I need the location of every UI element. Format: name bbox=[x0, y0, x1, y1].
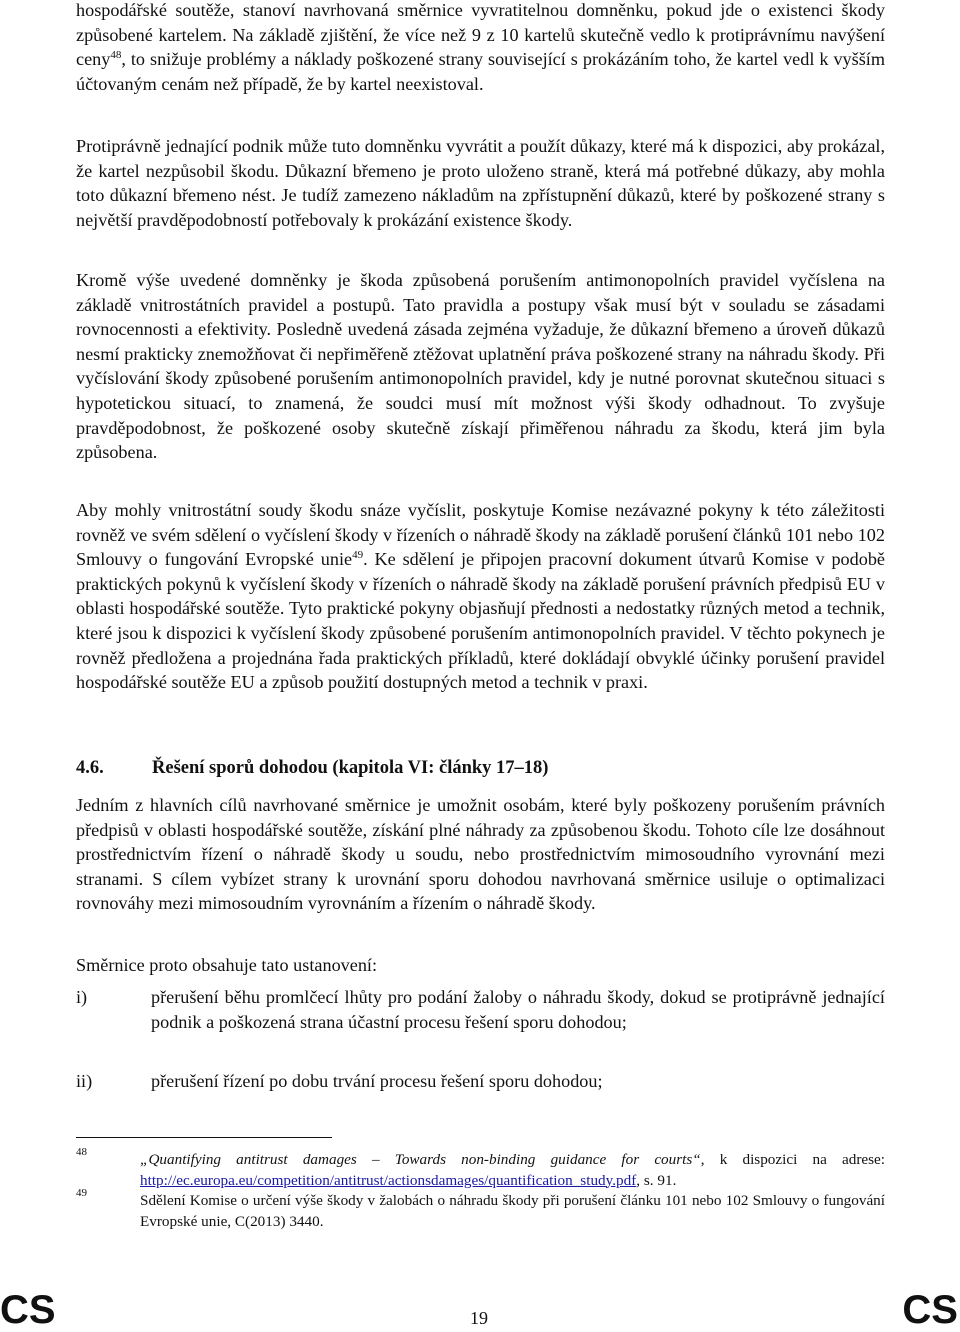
footnote-link[interactable]: http://ec.europa.eu/competition/antitrust/actionsdamages/quantification_study.pdf bbox=[140, 1171, 637, 1189]
list-item-text: přerušení řízení po dobu trvání procesu řešení sporu dohodou; bbox=[151, 1071, 603, 1091]
section-number: 4.6. bbox=[76, 758, 104, 778]
footnote-end: , s. 91. bbox=[636, 1171, 677, 1189]
footnote-separator bbox=[76, 1137, 332, 1138]
footnote-ref-48[interactable]: 48 bbox=[110, 49, 122, 62]
section-heading bbox=[76, 758, 548, 779]
paragraph-text: Aby mohly vnitrostátní soudy škodu snáze vyčíslit, poskytuje Komise nezávazné pokyny k této záležitosti rovněž ve svém sdělení o vyčíslení škody v řízeních o náhradě škody na základě porušení článků 101 nebo 102 Smlouvy o fungování Evropské unie bbox=[76, 500, 885, 570]
list-item bbox=[76, 1069, 885, 1094]
footnote-ref-49[interactable]: 49 bbox=[352, 549, 364, 562]
paragraph-settlement: Jedním z hlavních cílů navrhované směrnice je umožnit osobám, které byly poškozeny porušením právních předpisů v oblasti hospodářské soutěže, získání plné náhrady za způsobenou škodu. Tohoto cíle lze dosáhnout prostřednictvím řízení o náhradě škody u soudu, nebo prostřednictvím mimosoudního vyrovnání mezi stranami. S cílem vybízet strany k urovnání sporu dohodou navrhovaná směrnice usiluje o optimalizaci rovnováhy mezi mimosoudním vyrovnáním a řízením o náhradě škody. bbox=[76, 795, 885, 914]
paragraph-text: , to snižuje problémy a náklady poškozené strany související s prokázáním toho, že kartel vedl k vyšším účtovaným cenám než případě, že by kartel neexistoval. bbox=[76, 49, 885, 94]
footnote-middle: , k dispozici na adrese: bbox=[700, 1151, 885, 1168]
paragraph-guidance bbox=[76, 498, 885, 695]
paragraph-rebuttal: Protiprávně jednající podnik může tuto domněnku vyvrátit a použít důkazy, které má k dispozici, aby prokázal, že kartel nezpůsobil škodu. Důkazní břemeno je proto uloženo straně, která má potřebné důkazy, aby mohla toto důkazní břemeno nést. Je tudíž zamezeno nákladům na zpřístupnění důkazů, které by poškozené strany s největší pravděpodobností potřebovaly k prokázání existence škody. bbox=[76, 136, 885, 230]
page-number: 19 bbox=[470, 1308, 488, 1328]
language-code-right: CS bbox=[902, 1288, 958, 1332]
paragraph-quantification: Kromě výše uvedené domněnky je škoda způsobená porušením antimonopolních pravidel vyčíslena na základě vnitrostátních pravidel a postupů. Tato pravidla a postupy však musí být v souladu se zásadami rovnocennosti a efektivity. Posledně uvedená zásada zejména vyžaduje, že důkazní břemeno a úroveň důkazů nesmí prakticky znemožňovat či nepřiměřeně ztěžovat uplatnění práva poškozené strany na náhradu škody. Při vyčíslování škody způsobené porušením antimonopolních pravidel, kdy je nutné porovnat skutečnou situaci s hypotetickou situací, to znamená, že soudci musí mít možnost výši škody odhadnout. To zvyšuje pravděpodobnost, že poškozené osoby skutečně získají přiměřenou náhradu za škodu, která jim byla způsobena. bbox=[76, 270, 885, 463]
footnote-number: 49 bbox=[76, 1187, 87, 1199]
footnote-text bbox=[140, 1150, 885, 1191]
footnote-48 bbox=[76, 1146, 885, 1191]
list-marker: ii) bbox=[76, 1071, 93, 1091]
list-item-text: přerušení běhu promlčecí lhůty pro podání žaloby o náhradu škody, dokud se protiprávně jednající podnik a poškozená strana účastní procesu řešení sporu dohodou; bbox=[151, 987, 885, 1032]
list-item bbox=[76, 985, 885, 1034]
footnote-49 bbox=[76, 1187, 885, 1232]
section-title: Řešení sporů dohodou (kapitola VI: články 17–18) bbox=[152, 758, 549, 778]
list-intro: Směrnice proto obsahuje tato ustanovení: bbox=[76, 955, 378, 975]
footnote-title: „Quantifying antitrust damages – Towards non-binding guidance for courts“ bbox=[140, 1151, 701, 1168]
paragraph-text: hospodářské soutěže, stanoví navrhovaná směrnice vyvratitelnou domněnku, pokud jde o existenci škody způsobené kartelem. Na základě zjištění, že více než 9 z 10 kartelů skutečně vedlo k protiprávnímu navýšení ceny bbox=[76, 0, 885, 70]
footnote-number: 48 bbox=[76, 1146, 87, 1158]
footnote-text: Sdělení Komise o určení výše škody v žalobách o náhradu škody při porušení článku 101 nebo 102 Smlouvy o fungování Evropské unie, C(2013) 3440. bbox=[140, 1192, 885, 1230]
paragraph-text: . Ke sdělení je připojen pracovní dokument útvarů Komise v podobě praktických pokynů k vyčíslení škody v řízeních o náhradě škody na základě porušení právních předpisů EU v oblasti hospodářské soutěže. Tyto praktické pokyny objasňují přednosti a nedostatky různých metod a technik, které jsou k dispozici k vyčíslení škody způsobené porušením antimonopolních pravidel. V těchto pokynech je rovněž předložena a projednána řada praktických příkladů, které dokládají obvyklé účinky porušení pravidel hospodářské soutěže EU a způsob použití dostupných metod a technik v praxi. bbox=[76, 549, 885, 693]
language-code-left: CS bbox=[0, 1288, 56, 1332]
list-marker: i) bbox=[76, 987, 88, 1007]
paragraph-presumption bbox=[76, 0, 885, 96]
